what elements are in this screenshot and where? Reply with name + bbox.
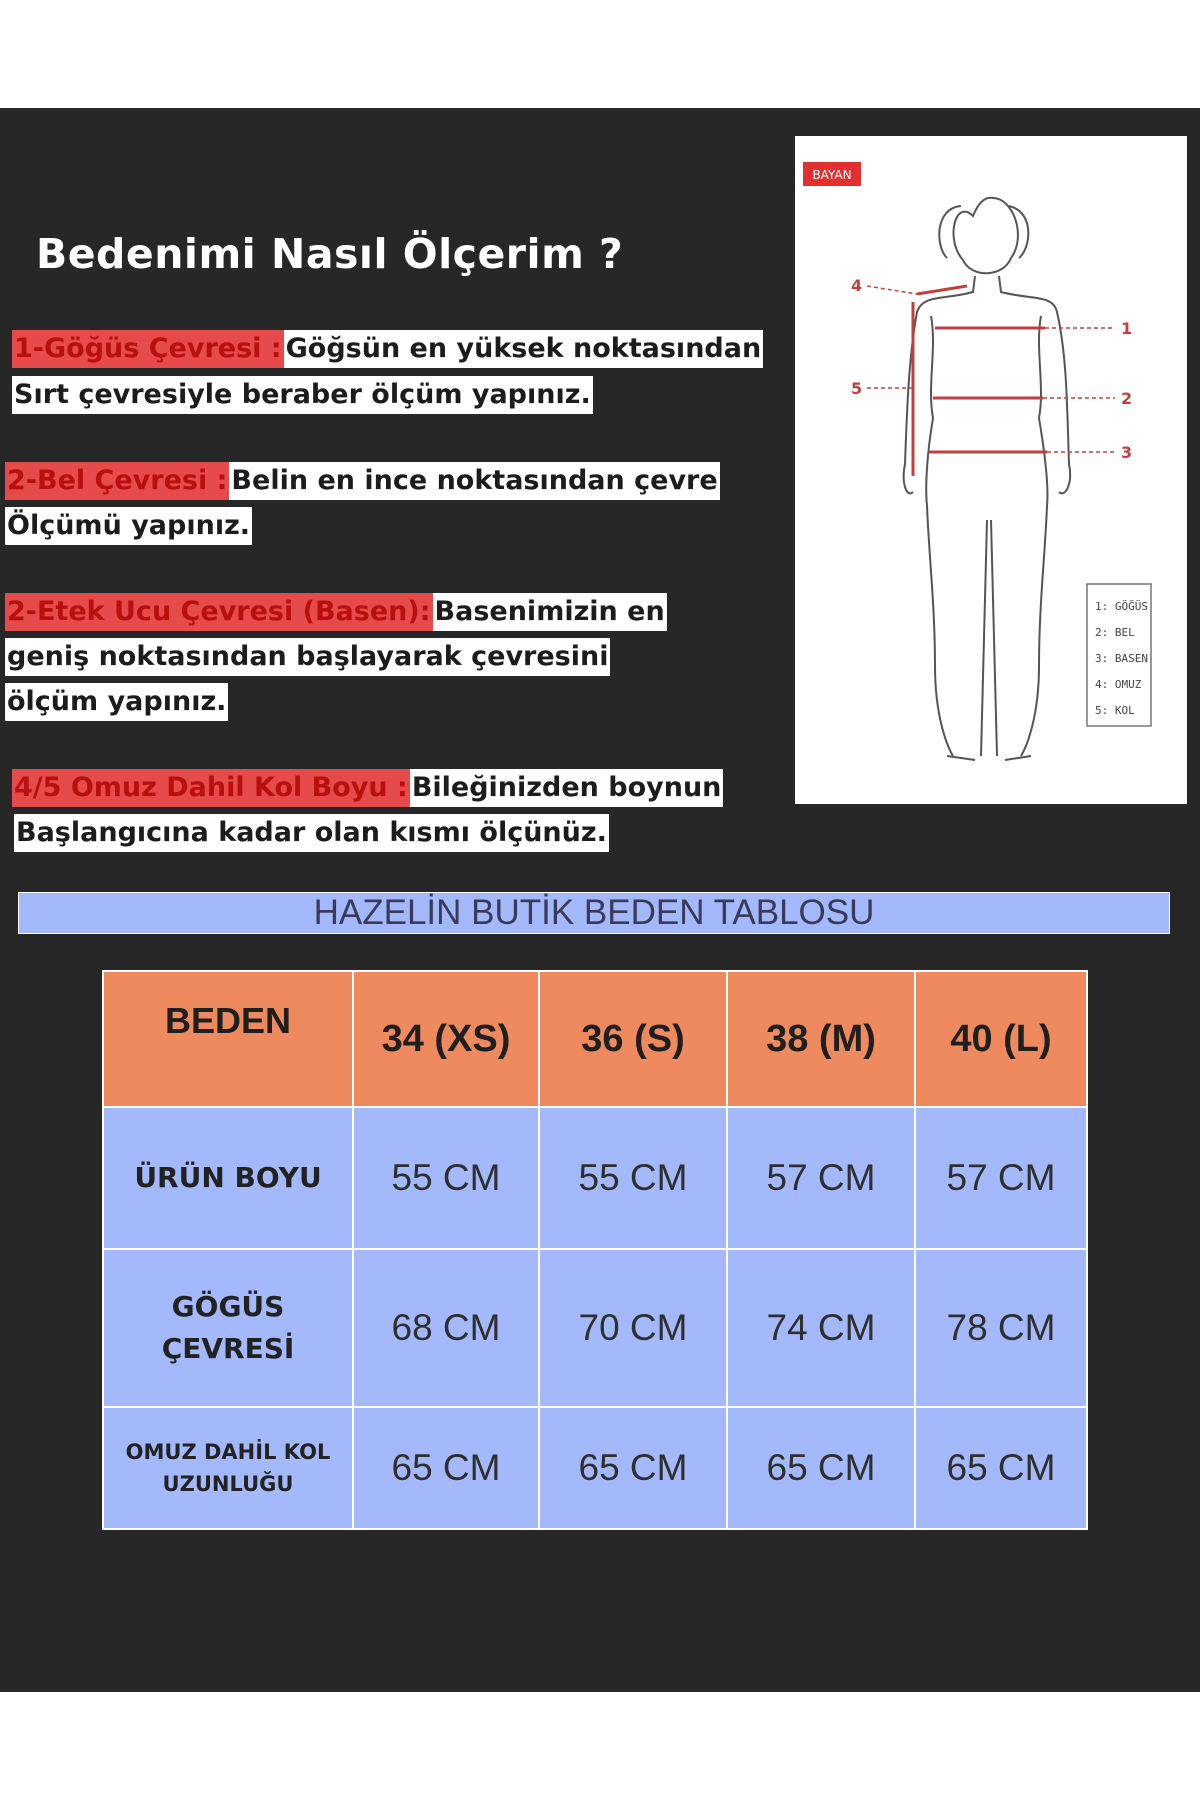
size-table	[102, 970, 1088, 1530]
instruction-2-line-2	[5, 507, 252, 545]
table-row-gogus-cevresi	[103, 1249, 1087, 1407]
measurement-figure	[795, 136, 1187, 804]
header-size-m: 38 (M)	[727, 971, 915, 1107]
instruction-4-line-2	[14, 814, 609, 852]
marker-numbers	[851, 276, 1132, 462]
page-title: Bedenimi Nasıl Ölçerim ?	[36, 230, 624, 278]
row-label-urun-boyu	[103, 1107, 353, 1249]
instruction-3-line-3	[5, 683, 228, 721]
row-label-gogus-cevresi	[103, 1249, 353, 1407]
table-cell: 55 CM	[539, 1107, 727, 1249]
header-beden: BEDEN	[103, 971, 353, 1107]
legend-gogus: 1: GÖĞÜS	[1095, 600, 1148, 613]
instruction-1-line-2	[12, 376, 593, 414]
row-label-line: OMUZ DAHİL KOL	[125, 1440, 331, 1464]
table-row-urun-boyu	[103, 1107, 1087, 1249]
instruction-1-heading: 1-Göğüs Çevresi :	[12, 330, 284, 368]
legend-kol: 5: KOL	[1095, 704, 1135, 717]
bayan-tag-label: BAYAN	[812, 168, 852, 182]
table-cell: 78 CM	[915, 1249, 1087, 1407]
header-size-s: 36 (S)	[539, 971, 727, 1107]
body-silhouette	[904, 198, 1070, 760]
row-label-line: ÜRÜN BOYU	[134, 1161, 322, 1194]
instruction-3-continuation-1: geniş noktasından başlayarak çevresini	[5, 638, 610, 676]
row-label-line: GÖGÜS	[171, 1290, 285, 1323]
table-cell: 57 CM	[915, 1107, 1087, 1249]
header-size-l: 40 (L)	[915, 971, 1087, 1107]
marker-5: 5	[851, 379, 863, 398]
instruction-2-text: Belin en ince noktasından çevre	[229, 462, 719, 500]
table-cell: 65 CM	[915, 1407, 1087, 1529]
legend-omuz: 4: OMUZ	[1095, 678, 1142, 691]
row-label-line: UZUNLUĞU	[162, 1472, 294, 1496]
instruction-4-heading: 4/5 Omuz Dahil Kol Boyu :	[12, 769, 410, 807]
legend-bel: 2: BEL	[1095, 626, 1135, 639]
table-cell: 65 CM	[727, 1407, 915, 1529]
legend-basen: 3: BASEN	[1095, 652, 1148, 665]
table-cell: 68 CM	[353, 1249, 539, 1407]
table-cell: 65 CM	[353, 1407, 539, 1529]
marker-1: 1	[1121, 319, 1133, 338]
measurement-lines	[913, 286, 1047, 476]
instruction-1-text: Göğsün en yüksek noktasından	[284, 330, 764, 368]
instruction-4-continuation: Başlangıcına kadar olan kısmı ölçünüz.	[14, 814, 609, 852]
table-row-omuz-dahil-kol	[103, 1407, 1087, 1529]
instruction-3-continuation-2: ölçüm yapınız.	[5, 683, 228, 721]
marker-4: 4	[851, 276, 863, 295]
instruction-3-line-1	[5, 593, 667, 631]
table-cell: 70 CM	[539, 1249, 727, 1407]
instruction-2-continuation: Ölçümü yapınız.	[5, 507, 252, 545]
instruction-3-heading: 2-Etek Ucu Çevresi (Basen):	[5, 593, 433, 631]
row-label-line: ÇEVRESİ	[161, 1332, 295, 1365]
header-size-xs: 34 (XS)	[353, 971, 539, 1107]
instruction-2-line-1	[5, 462, 720, 500]
marker-3: 3	[1121, 443, 1133, 462]
instruction-1-continuation: Sırt çevresiyle beraber ölçüm yapınız.	[12, 376, 593, 414]
instruction-3-line-2	[5, 638, 610, 676]
body-outline-illustration	[795, 136, 1187, 804]
table-cell: 74 CM	[727, 1249, 915, 1407]
instruction-4-line-1	[12, 769, 723, 807]
size-table-header-row	[103, 971, 1087, 1107]
instruction-1-line-1	[12, 330, 763, 368]
instruction-4-text: Bileğinizden boynun	[410, 769, 724, 807]
table-cell: 55 CM	[353, 1107, 539, 1249]
table-cell: 65 CM	[539, 1407, 727, 1529]
instruction-2-heading: 2-Bel Çevresi :	[5, 462, 229, 500]
size-table-banner: HAZELİN BUTİK BEDEN TABLOSU	[18, 892, 1170, 934]
table-cell: 57 CM	[727, 1107, 915, 1249]
instruction-3-text: Basenimizin en	[433, 593, 667, 631]
marker-2: 2	[1121, 389, 1133, 408]
marker-leaders	[867, 286, 1115, 452]
row-label-omuz-dahil-kol	[103, 1407, 353, 1529]
